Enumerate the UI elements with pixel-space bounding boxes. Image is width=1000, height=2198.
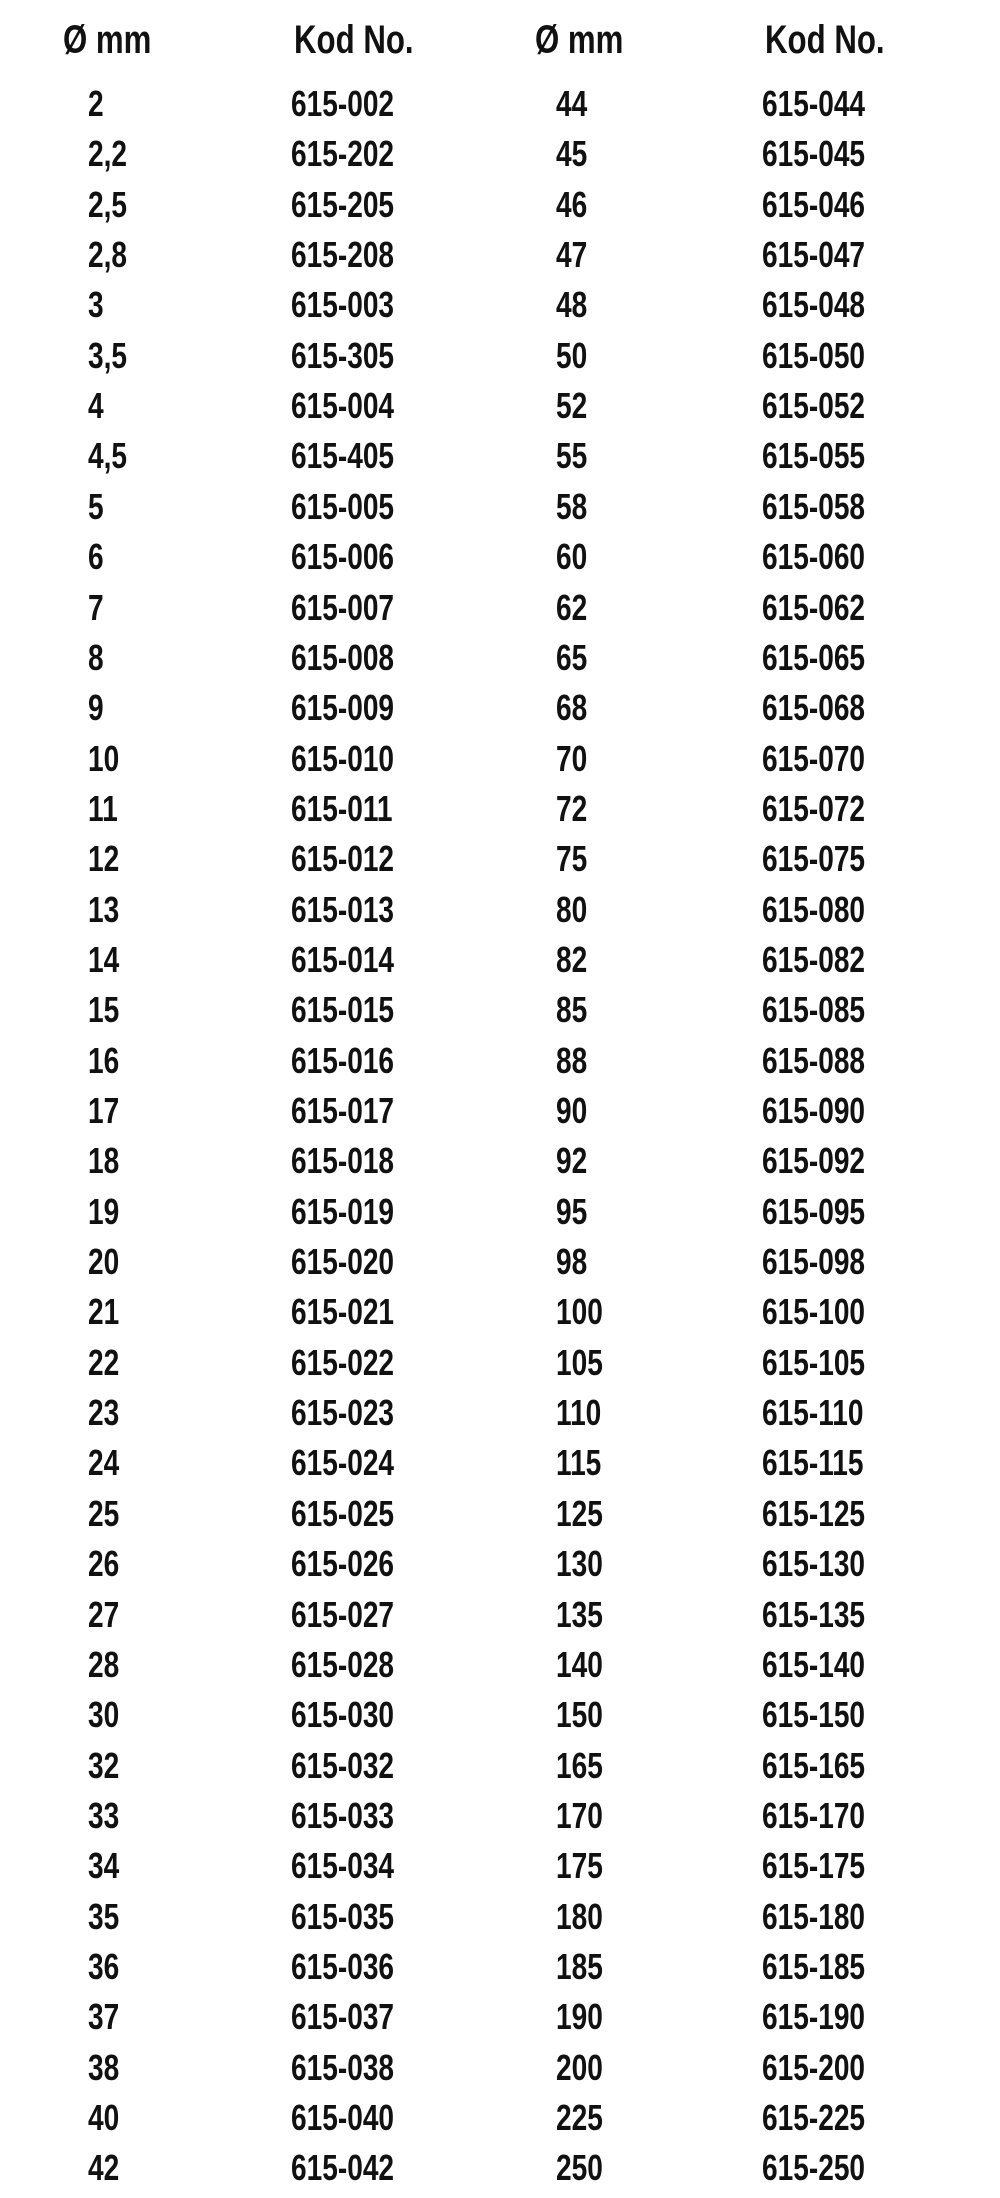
right-code-cell: 615-044	[762, 83, 866, 124]
left-diameter-cell: 35	[88, 1896, 120, 1937]
right-diameter-cell: 72	[556, 788, 588, 829]
left-diameter-cell: 34	[88, 1845, 120, 1886]
right-diameter-cell: 70	[556, 738, 588, 779]
left-code-cell: 615-006	[291, 536, 395, 577]
left-code-cell: 615-009	[291, 687, 395, 728]
header-left-diameter: Ø mm	[63, 18, 152, 62]
left-code-cell: 615-024	[291, 1442, 395, 1483]
right-diameter-cell: 170	[556, 1795, 603, 1836]
left-diameter-cell: 18	[88, 1140, 120, 1181]
right-code-cell: 615-048	[762, 284, 866, 325]
right-code-cell: 615-085	[762, 989, 866, 1030]
left-code-cell: 615-005	[291, 486, 395, 527]
right-diameter-cell: 105	[556, 1342, 603, 1383]
right-diameter-cell: 190	[556, 1996, 603, 2037]
left-code-cell: 615-027	[291, 1594, 395, 1635]
right-code-cell: 615-052	[762, 385, 866, 426]
right-diameter-cell: 98	[556, 1241, 588, 1282]
right-diameter-cell: 75	[556, 838, 588, 879]
left-code-cell: 615-202	[291, 133, 395, 174]
left-code-cell: 615-037	[291, 1996, 395, 2037]
right-code-cell: 615-135	[762, 1594, 866, 1635]
left-code-cell: 615-002	[291, 83, 395, 124]
right-diameter-cell: 45	[556, 133, 588, 174]
right-diameter-cell: 47	[556, 234, 588, 275]
left-code-cell: 615-012	[291, 838, 395, 879]
right-code-cell: 615-060	[762, 536, 866, 577]
header-left-code: Kod No.	[294, 18, 414, 62]
right-code-cell: 615-058	[762, 486, 866, 527]
right-diameter-cell: 135	[556, 1594, 603, 1635]
left-code-cell: 615-004	[291, 385, 395, 426]
left-code-cell: 615-008	[291, 637, 395, 678]
right-code-cell: 615-065	[762, 637, 866, 678]
left-code-cell: 615-042	[291, 2147, 395, 2188]
right-diameter-cell: 48	[556, 284, 588, 325]
right-diameter-cell: 92	[556, 1140, 588, 1181]
left-code-cell: 615-035	[291, 1896, 395, 1937]
right-code-cell: 615-225	[762, 2097, 866, 2138]
right-code-cell: 615-165	[762, 1745, 866, 1786]
right-diameter-cell: 55	[556, 435, 588, 476]
right-code-cell: 615-115	[762, 1442, 864, 1483]
right-diameter-cell: 250	[556, 2147, 603, 2188]
right-code-cell: 615-125	[762, 1493, 866, 1534]
left-diameter-cell: 26	[88, 1543, 120, 1584]
left-code-cell: 615-022	[291, 1342, 395, 1383]
right-diameter-cell: 115	[556, 1442, 602, 1483]
left-diameter-cell: 2,8	[88, 234, 128, 275]
left-code-cell: 615-032	[291, 1745, 395, 1786]
right-code-cell: 615-045	[762, 133, 866, 174]
left-diameter-cell: 2,5	[88, 184, 128, 225]
left-diameter-cell: 22	[88, 1342, 120, 1383]
left-diameter-cell: 6	[88, 536, 104, 577]
right-code-cell: 615-105	[762, 1342, 866, 1383]
left-diameter-cell: 23	[88, 1392, 120, 1433]
left-code-cell: 615-018	[291, 1140, 395, 1181]
left-diameter-cell: 14	[88, 939, 120, 980]
left-code-cell: 615-028	[291, 1644, 395, 1685]
left-code-cell: 615-023	[291, 1392, 395, 1433]
left-diameter-cell: 13	[88, 889, 120, 930]
left-diameter-cell: 25	[88, 1493, 120, 1534]
left-code-cell: 615-020	[291, 1241, 395, 1282]
right-code-cell: 615-100	[762, 1291, 866, 1332]
right-code-cell: 615-070	[762, 738, 866, 779]
left-diameter-cell: 24	[88, 1442, 120, 1483]
right-code-cell: 615-080	[762, 889, 866, 930]
right-code-cell: 615-046	[762, 184, 866, 225]
left-diameter-cell: 33	[88, 1795, 120, 1836]
left-code-cell: 615-021	[291, 1291, 395, 1332]
left-code-cell: 615-015	[291, 989, 395, 1030]
right-code-cell: 615-047	[762, 234, 866, 275]
right-diameter-cell: 100	[556, 1291, 603, 1332]
left-code-cell: 615-208	[291, 234, 395, 275]
left-diameter-cell: 42	[88, 2147, 120, 2188]
left-diameter-cell: 40	[88, 2097, 120, 2138]
right-code-cell: 615-170	[762, 1795, 866, 1836]
left-code-cell: 615-040	[291, 2097, 395, 2138]
left-diameter-cell: 7	[88, 587, 104, 628]
left-diameter-cell: 2	[88, 83, 104, 124]
left-diameter-cell: 2,2	[88, 133, 128, 174]
left-diameter-cell: 20	[88, 1241, 120, 1282]
left-code-cell: 615-305	[291, 335, 395, 376]
left-diameter-cell: 11	[88, 788, 118, 829]
left-diameter-cell: 30	[88, 1694, 120, 1735]
right-code-cell: 615-110	[762, 1392, 864, 1433]
right-diameter-cell: 80	[556, 889, 588, 930]
right-code-cell: 615-185	[762, 1946, 866, 1987]
right-code-cell: 615-075	[762, 838, 866, 879]
right-diameter-cell: 46	[556, 184, 588, 225]
right-code-cell: 615-088	[762, 1040, 866, 1081]
left-diameter-cell: 8	[88, 637, 104, 678]
right-code-cell: 615-072	[762, 788, 866, 829]
right-diameter-cell: 200	[556, 2047, 603, 2088]
left-code-cell: 615-013	[291, 889, 395, 930]
right-code-cell: 615-140	[762, 1644, 866, 1685]
left-code-cell: 615-011	[291, 788, 393, 829]
header-right-diameter: Ø mm	[535, 18, 624, 62]
right-code-cell: 615-180	[762, 1896, 866, 1937]
left-code-cell: 615-025	[291, 1493, 395, 1534]
right-code-cell: 615-092	[762, 1140, 866, 1181]
left-diameter-cell: 9	[88, 687, 104, 728]
right-code-cell: 615-250	[762, 2147, 866, 2188]
left-diameter-cell: 15	[88, 989, 120, 1030]
right-diameter-cell: 125	[556, 1493, 603, 1534]
left-diameter-cell: 10	[88, 738, 120, 779]
right-diameter-cell: 68	[556, 687, 588, 728]
right-diameter-cell: 185	[556, 1946, 603, 1987]
left-diameter-cell: 37	[88, 1996, 120, 2037]
header-right-code: Kod No.	[765, 18, 885, 62]
right-diameter-cell: 58	[556, 486, 588, 527]
right-diameter-cell: 85	[556, 989, 588, 1030]
right-diameter-cell: 140	[556, 1644, 603, 1685]
right-diameter-cell: 44	[556, 83, 588, 124]
left-code-cell: 615-205	[291, 184, 395, 225]
right-diameter-cell: 95	[556, 1191, 588, 1232]
right-code-cell: 615-062	[762, 587, 866, 628]
left-code-cell: 615-034	[291, 1845, 395, 1886]
left-diameter-cell: 5	[88, 486, 104, 527]
right-diameter-cell: 130	[556, 1543, 603, 1584]
right-code-cell: 615-190	[762, 1996, 866, 2037]
left-code-cell: 615-016	[291, 1040, 395, 1081]
left-diameter-cell: 17	[88, 1090, 120, 1131]
left-code-cell: 615-017	[291, 1090, 395, 1131]
left-code-cell: 615-038	[291, 2047, 395, 2088]
left-diameter-cell: 12	[88, 838, 120, 879]
left-diameter-cell: 21	[88, 1291, 120, 1332]
left-code-cell: 615-003	[291, 284, 395, 325]
right-diameter-cell: 65	[556, 637, 588, 678]
right-diameter-cell: 88	[556, 1040, 588, 1081]
right-diameter-cell: 82	[556, 939, 588, 980]
right-code-cell: 615-082	[762, 939, 866, 980]
left-code-cell: 615-019	[291, 1191, 395, 1232]
left-diameter-cell: 16	[88, 1040, 120, 1081]
right-code-cell: 615-050	[762, 335, 866, 376]
right-code-cell: 615-068	[762, 687, 866, 728]
right-diameter-cell: 150	[556, 1694, 603, 1735]
left-code-cell: 615-033	[291, 1795, 395, 1836]
right-diameter-cell: 52	[556, 385, 588, 426]
left-code-cell: 615-010	[291, 738, 395, 779]
right-code-cell: 615-150	[762, 1694, 866, 1735]
right-code-cell: 615-090	[762, 1090, 866, 1131]
left-code-cell: 615-007	[291, 587, 395, 628]
right-diameter-cell: 50	[556, 335, 588, 376]
left-code-cell: 615-405	[291, 435, 395, 476]
left-diameter-cell: 19	[88, 1191, 120, 1232]
left-code-cell: 615-036	[291, 1946, 395, 1987]
left-code-cell: 615-014	[291, 939, 395, 980]
right-diameter-cell: 175	[556, 1845, 603, 1886]
left-diameter-cell: 3	[88, 284, 104, 325]
right-code-cell: 615-095	[762, 1191, 866, 1232]
left-diameter-cell: 4	[88, 385, 104, 426]
left-diameter-cell: 28	[88, 1644, 120, 1685]
right-code-cell: 615-098	[762, 1241, 866, 1282]
right-diameter-cell: 225	[556, 2097, 603, 2138]
left-diameter-cell: 32	[88, 1745, 120, 1786]
right-diameter-cell: 62	[556, 587, 588, 628]
left-diameter-cell: 36	[88, 1946, 120, 1987]
right-diameter-cell: 110	[556, 1392, 602, 1433]
right-code-cell: 615-055	[762, 435, 866, 476]
right-diameter-cell: 90	[556, 1090, 588, 1131]
right-diameter-cell: 165	[556, 1745, 603, 1786]
right-code-cell: 615-200	[762, 2047, 866, 2088]
left-code-cell: 615-026	[291, 1543, 395, 1584]
left-code-cell: 615-030	[291, 1694, 395, 1735]
right-code-cell: 615-175	[762, 1845, 866, 1886]
right-diameter-cell: 180	[556, 1896, 603, 1937]
right-code-cell: 615-130	[762, 1543, 866, 1584]
left-diameter-cell: 4,5	[88, 435, 128, 476]
left-diameter-cell: 3,5	[88, 335, 128, 376]
left-diameter-cell: 27	[88, 1594, 120, 1635]
right-diameter-cell: 60	[556, 536, 588, 577]
left-diameter-cell: 38	[88, 2047, 120, 2088]
